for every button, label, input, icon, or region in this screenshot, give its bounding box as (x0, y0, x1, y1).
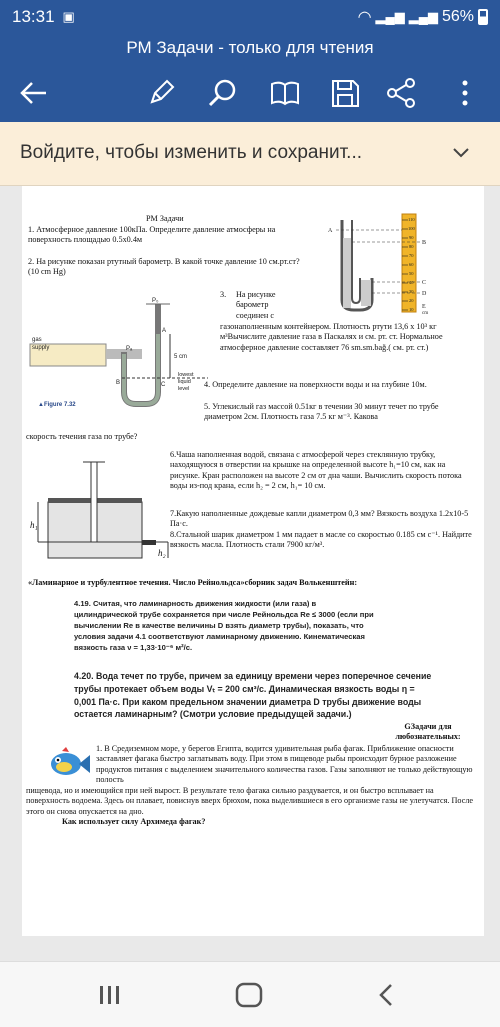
fish-illustration (48, 746, 92, 782)
fig2-lowest: lowest (178, 372, 194, 378)
wifi-icon: ◠ (357, 9, 372, 26)
problem-3-body: газонаполненным контейнером. Плотность ртути 13,6 х 10³ кг м³Вычислите давление газа в Паскалях и см. рт. ст. Нормальное атмосферное давление составляет 76 sm.sm.bağ.( см. рт. ст.) (220, 322, 443, 352)
battery-percent: 56% (441, 8, 474, 25)
document-viewport[interactable] (0, 186, 500, 961)
problem-1: 1. Атмосферное давление 100кПа. Определите давление атмосферы на поверхность площадью 0.5х0.4м (28, 225, 276, 245)
svg-text:50: 50 (409, 271, 414, 276)
fig2-c: C (161, 382, 166, 388)
gas-manometer-figure (28, 294, 218, 410)
fig1-label-e: E (422, 304, 426, 310)
fig2-level: level (178, 386, 190, 392)
doc-title: РМ Задачи (146, 214, 184, 223)
svg-text:40: 40 (409, 280, 414, 285)
search-icon[interactable] (206, 76, 240, 110)
bowl-figure (28, 448, 178, 564)
fig2-caption: ▲Figure 7.32 (38, 402, 76, 408)
signal-icon: ▂▄▆ (375, 9, 405, 24)
svg-text:30: 30 (409, 289, 414, 294)
document-page (22, 186, 484, 936)
problem-3-intro: На рисунке барометр соединен с (236, 290, 276, 320)
more-icon[interactable] (448, 76, 482, 110)
problem-4-20: 4.20. Вода течет по трубе, причем за единицу времени через поперечное сечение трубы протекает объем воды Vₜ = 200 см³/с. Динамическая вязкость воды η = 0,001 Па·с. При каком предельном значении диаметра D трубы движение воды остается ламинарным? (Смотри условие предыдущей задачи.) (74, 671, 432, 720)
problem-2: 2. На рисунке показан ртутный барометр. В какой точке давление 10 см.рт.ст? (10 cm Hg) (28, 257, 300, 277)
svg-text:90: 90 (409, 235, 414, 240)
system-nav-bar (0, 961, 500, 1027)
fish-paragraph-2: пищевода, но и имеющийся при ней вырост. В результате тело фагака сильно раздувается, и он быстро всплывает на поверхность водоема. Здесь он плавает, повиснув вверх брюхом, пока выделившиеся в его организме газы не улетучатся. После этого он снова опускается на дно. (26, 786, 474, 816)
signin-banner[interactable] (0, 122, 500, 186)
fig1-label-a: A (328, 228, 333, 234)
status-bar (0, 0, 500, 34)
chevron-down-icon[interactable] (452, 146, 470, 160)
fig2-supply: supply (32, 345, 50, 351)
problem-6: 6.Чаша наполненная водой, связана с атмосферой через стеклянную трубку, находящуюся в отверстии на крышке на определенной высоте h₁=10 см, как на рисунке. Кран расположен на высоте 2 см от дна чаши. Вычислить скорость потока воды из-под крана, если h₂ = 2 см, h₁= 10 см. (170, 450, 462, 490)
svg-text:20: 20 (409, 298, 414, 303)
signin-text: Войдите, чтобы изменить и сохранит... (20, 142, 363, 163)
fig2-p0: P₀ (152, 298, 159, 304)
book-icon[interactable] (268, 76, 302, 110)
fig2-b: B (116, 380, 121, 386)
problem-4: 4. Определите давление на поверхности воды и на глубине 10м. (204, 380, 427, 389)
fig1-label-b: B (422, 240, 427, 246)
signal-icon-2: ▂▄▆ (408, 9, 438, 24)
problem-5-body: 5. Углекислый газ массой 0.51кг в течении 30 минут течет по трубе диаметром 2см. Плотность газа 7.5 кг м⁻³. Какова (204, 402, 439, 422)
save-icon[interactable] (328, 76, 362, 110)
fig2-liquid: liquid (178, 379, 191, 385)
back-arrow-icon[interactable] (16, 76, 50, 110)
fig3-h1: h₁ (30, 520, 38, 530)
pen-icon[interactable] (144, 76, 178, 110)
fig2-gas: gas (32, 337, 42, 343)
fig2-a: A (162, 328, 167, 334)
window-title: РМ Задачи - только для чтения (0, 34, 500, 64)
fish-question: Как использует силу Архимеда фагак? (62, 817, 206, 826)
problem-3-number: 3. (220, 290, 227, 299)
fig1-label-cm: cm (422, 311, 429, 314)
problem-5-question: скорость течения газа по трубе? (26, 432, 138, 441)
problem-8: 8.Стальной шарик диаметром 1 мм падает в масле со скоростью 0.185 см с⁻¹. Найдите вязкость масла. Плотность стали 7900 кг/м³. (170, 530, 472, 550)
status-time: 13:31 (12, 7, 55, 26)
toolbar (0, 64, 500, 122)
fig2-height: 5 cm (174, 354, 188, 360)
barometer-figure (312, 208, 480, 314)
problem-4-19: 4.19. Считая, что ламинарность движения жидкости (или газа) в цилиндрической трубе сохраняется при числе Рейнольдса Re ≤ 3000 (если при вычислении Re в качестве величины D взять диаметр трубы), показать, что условия задачи 4.1 соответствуют ламинарному движению. Кинематическая вязкость газа ν = 1,33·10⁻⁶ м²/с. (74, 599, 374, 652)
fig1-label-c: C (422, 280, 427, 286)
fig1-label-d: D (422, 291, 427, 297)
fig3-h2: h₂ (158, 548, 166, 558)
fish-paragraph-1: 1. В Средиземном море, у берегов Египта, водится удивительная рыба фагак. Приближение опасности заставляет фагака быстро заглатывать воду. При этом в пищеводе рыбы происходит бурное разложение продуктов питания с выделением значительного количества газов. Газы заполняют не только действующую полость (96, 744, 473, 784)
svg-text:80: 80 (409, 244, 414, 249)
back-nav-icon[interactable] (376, 982, 396, 1008)
fig2-pa: Pₐ (126, 346, 133, 352)
fun-problems-heading: GЗадачи для любознательных: (395, 722, 461, 742)
svg-text:10: 10 (409, 307, 414, 312)
notification-icon: ▣ (62, 9, 75, 24)
section-heading: «Ламинарное и турбулентное течения. Число Рейнольдса»сборник задач Волькенштейн: (28, 578, 358, 587)
svg-text:100: 100 (408, 226, 415, 231)
svg-text:70: 70 (409, 253, 414, 258)
problem-7: 7.Какую наполненные дождевые капли диаметром 0,3 мм? Вязкость воздуха 1.2х10-5 Па·с. (170, 509, 469, 529)
recent-apps-icon[interactable] (98, 984, 122, 1006)
svg-text:60: 60 (409, 262, 414, 267)
battery-icon (478, 9, 488, 25)
svg-text:110: 110 (408, 217, 415, 222)
share-icon[interactable] (384, 76, 418, 110)
home-icon[interactable] (234, 982, 264, 1008)
